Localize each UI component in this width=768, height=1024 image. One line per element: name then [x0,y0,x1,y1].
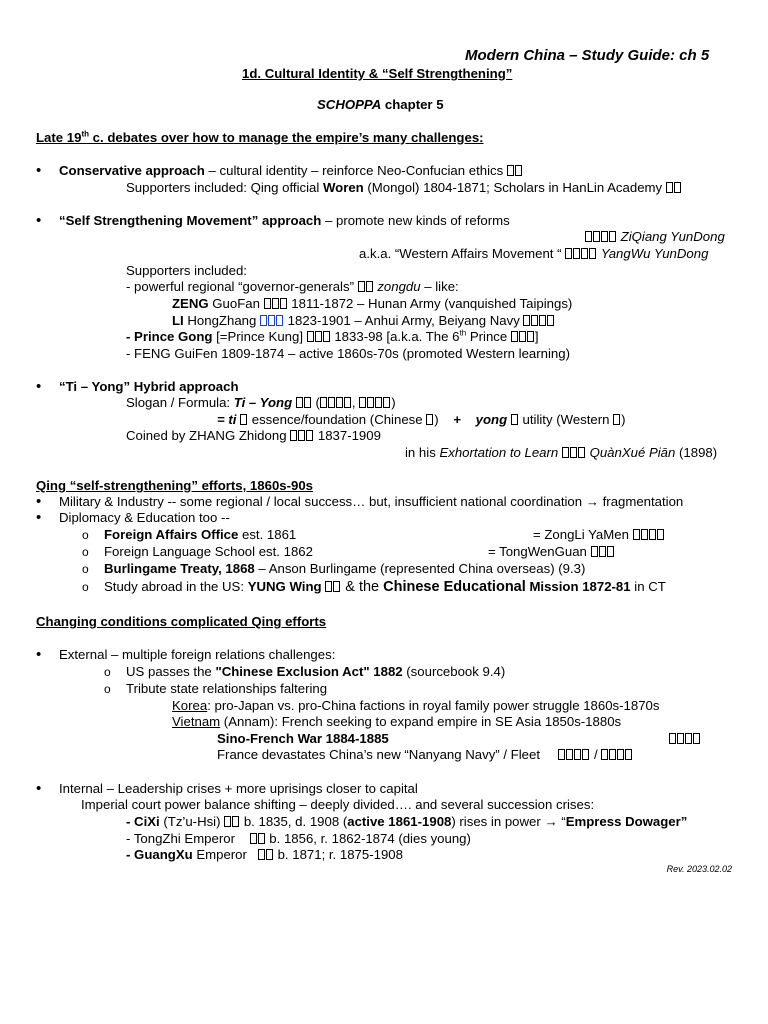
zeng-text: GuoFan [208,296,260,311]
ssm-pinyin1-line [585,229,725,245]
tiyong-slogan-line [126,395,396,411]
korea-line [172,698,659,714]
cixi-line [126,814,687,830]
arrow-right-icon: → [544,814,558,829]
study-name: YUNG Wing [247,579,322,594]
cons-sup-a: Supporters included: Qing official [126,180,323,195]
guangxu-a: Emperor [192,847,247,862]
gong-name: - Prince Gong [126,329,213,344]
coined-years: 1837-1909 [314,428,381,443]
bullet-ssm: • [36,212,42,229]
study-a: Study abroad in the US: [104,579,248,594]
fao-eq: = ZongLi YaMen [533,527,629,542]
sub-bullet-tribute: o [104,682,111,696]
ssm-line [59,213,510,229]
intro-sup: th [81,129,90,139]
burlingame-line [104,561,585,577]
bullet-diplomacy: • [36,509,42,526]
bullet-external: • [36,646,42,663]
bullet-conservative: • [36,162,42,179]
source-chapter: chapter 5 [381,97,444,112]
cixi-b: b. 1835, d. 1908 ( [240,814,348,829]
ssm-pinyin1: ZiQiang YunDong [620,229,725,244]
vietnam-text: (Annam): French seeking to expand empire in SE Asia 1850s-1880s [220,714,622,729]
conservative-supporters [126,180,682,196]
bullet-tiyong: • [36,378,42,395]
study-c: Chinese Educational [383,579,526,595]
internal-line: Internal – Leadership crises + more uprisings closer to capital [59,781,418,796]
gong-rest: 1833-98 [a.k.a. The 6 [330,329,460,344]
military-b: fragmentation [598,494,684,509]
ssm-li-line [172,313,555,329]
gong-close: ] [534,329,539,344]
fls-line: Foreign Language School est. 1862 [104,544,313,559]
military-line [59,494,683,510]
cons-sup-name: Woren [322,180,364,195]
vietnam-label: Vietnam [172,714,221,729]
ssm-powerful: - powerful regional “governor-generals” [126,279,354,294]
us-line [126,664,505,680]
tongzhi-line [126,831,471,847]
bullet-internal: • [36,780,42,797]
cixi-active: active 1861-1908 [347,814,452,829]
ssm-pinyin2: YangWu YunDong [600,246,709,261]
conservative-text: – cultural identity – reinforce Neo-Confucian ethics [204,163,504,178]
yong-close: ) [621,412,626,427]
li-rest: 1823-1901 – Anhui Army, Beiyang Navy [284,313,520,328]
ssm-zeng-line [172,296,572,312]
france-line [217,747,633,763]
sino-french-line: Sino-French War 1884-1885 [217,731,389,746]
sub-bullet-study: o [82,580,89,594]
cixi-name: - CiXi [126,814,160,829]
us-b: "Chinese Exclusion Act" 1882 [215,664,403,679]
section-heading: 1d. Cultural Identity & “Self Strengthening” [242,66,513,81]
ssm-supporters: Supporters included: [126,263,247,278]
sub-bullet-us: o [104,665,111,679]
gong-text: [=Prince Kung] [212,329,304,344]
burl-name: Burlingame Treaty [104,561,219,576]
study-line [104,579,666,595]
fao-eq-line [533,527,665,543]
qing-heading: Qing “self-strengthening” efforts, 1860s-90s [36,478,314,493]
intro-heading [36,130,484,146]
source-author: SCHOPPA [317,97,382,112]
guangxu-name: - GuangXu [126,847,193,862]
fao-est: est. 1861 [238,527,297,542]
tiyong-exhort-line [405,445,717,461]
arrow-right-icon: → [585,494,599,509]
revision-date: Rev. 2023.02.02 [666,864,732,874]
li-text: HongZhang [183,313,257,328]
burl-year: , 1868 [218,561,255,576]
gong-end: Prince [466,329,508,344]
ssm-gong-line [126,329,539,345]
france-slash: / [590,747,602,762]
sub-bullet-burlingame: o [82,562,89,576]
tongzhi: - TongZhi Emperor [126,831,235,846]
source-line [317,97,444,113]
ssm-aka: a.k.a. “Western Affairs Movement “ [359,246,562,261]
burl-text: – Anson Burlingame (represented China overseas) (9.3) [254,561,586,576]
ssm-feng-line: - FENG GuiFen 1809-1874 – active 1860s-70s (promoted Western learning) [126,346,570,361]
tribute-line: Tribute state relationships faltering [126,681,328,696]
sub-bullet-fao: o [82,528,89,542]
us-c: (sourcebook 9.4) [402,664,506,679]
slogan-a: Slogan / Formula: [126,395,234,410]
fls-eq-line [488,544,615,560]
ssm-zongdu: zongdu [377,279,421,294]
fao-label: Foreign Affairs Office [104,527,239,542]
document-title: Modern China – Study Guide: ch 5 [465,47,710,64]
quanxue: QuànXué Piān [589,445,676,460]
plus-sign: + [453,412,462,427]
france-text: France devastates China’s new “Nanyang Navy” / Fleet [217,747,541,762]
cixi-a: (Tz’u-Hsi) [159,814,221,829]
vietnam-line [172,714,621,730]
tongzhi-b: b. 1856, r. 1862-1874 (dies young) [265,831,471,846]
guangxu-line [126,847,403,863]
korea-text: : pro-Japan vs. pro-China factions in royal family power struggle 1860s-1870s [207,698,660,713]
gong-sup: th [459,328,467,338]
slogan-e: ) [391,395,396,410]
study-b: & the [341,579,384,595]
ti-text: essence/foundation (Chinese [248,412,423,427]
yong: yong [475,412,508,427]
fao-line [104,527,296,543]
slogan-c: ( [311,395,320,410]
slogan-b: Ti – Yong [233,395,293,410]
tiyong-definition-line [217,412,626,428]
ssm-text: – promote new kinds of reforms [321,213,510,228]
slogan-d: , [351,395,360,410]
ssm-powerful-line [126,279,459,295]
empress-dowager: Empress Dowager” [565,814,688,829]
li-name: LI [172,313,184,328]
exhortation: Exhortation to Learn [439,445,559,460]
zeng-name: ZENG [172,296,209,311]
cixi-c: ) rises in power [451,814,545,829]
bullet-military: • [36,493,42,510]
li-chinese-link[interactable] [260,313,284,328]
us-a: US passes the [126,664,216,679]
fls-eq: = TongWenGuan [488,544,587,559]
military-a: Military & Industry -- some regional / local success… but, insufficient national coordination [59,494,586,509]
ssm-aka-line [359,246,708,262]
eq-ti: = ti [217,412,237,427]
zeng-rest: 1811-1872 – Hunan Army (vanquished Taipings) [287,296,573,311]
ssm-like: – like: [420,279,459,294]
guangxu-b: b. 1871; r. 1875-1908 [273,847,403,862]
korea-label: Korea [172,698,208,713]
coined: Coined by ZHANG Zhidong [126,428,287,443]
sino-french-chinese [669,731,701,747]
study-d: Mission 1872-81 [525,579,631,594]
in-his: in his [405,445,440,460]
tiyong-label: “Ti – Yong” Hybrid approach [59,379,239,394]
tiyong-coined-line [126,428,381,444]
imperial-line: Imperial court power balance shifting – deeply divided…. and several succession crises: [81,797,595,812]
diplomacy-line: Diplomacy & Education too -- [59,510,230,525]
intro-b: c. debates over how to manage the empire’s many challenges: [89,130,484,145]
cixi-d: “ [557,814,566,829]
conservative-line [59,163,523,179]
yong-text: utility (Western [518,412,610,427]
ssm-label: “Self Strengthening Movement” approach [59,213,322,228]
study-e: in CT [630,579,666,594]
changing-heading: Changing conditions complicated Qing efforts [36,614,327,629]
sub-bullet-fls: o [82,545,89,559]
conservative-label: Conservative approach [59,163,205,178]
exhort-year: (1898) [675,445,718,460]
cons-sup-b: (Mongol) 1804-1871; Scholars in HanLin Academy [363,180,663,195]
external-line: External – multiple foreign relations challenges: [59,647,336,662]
ti-close: ) [434,412,439,427]
intro-a: Late 19 [36,130,82,145]
